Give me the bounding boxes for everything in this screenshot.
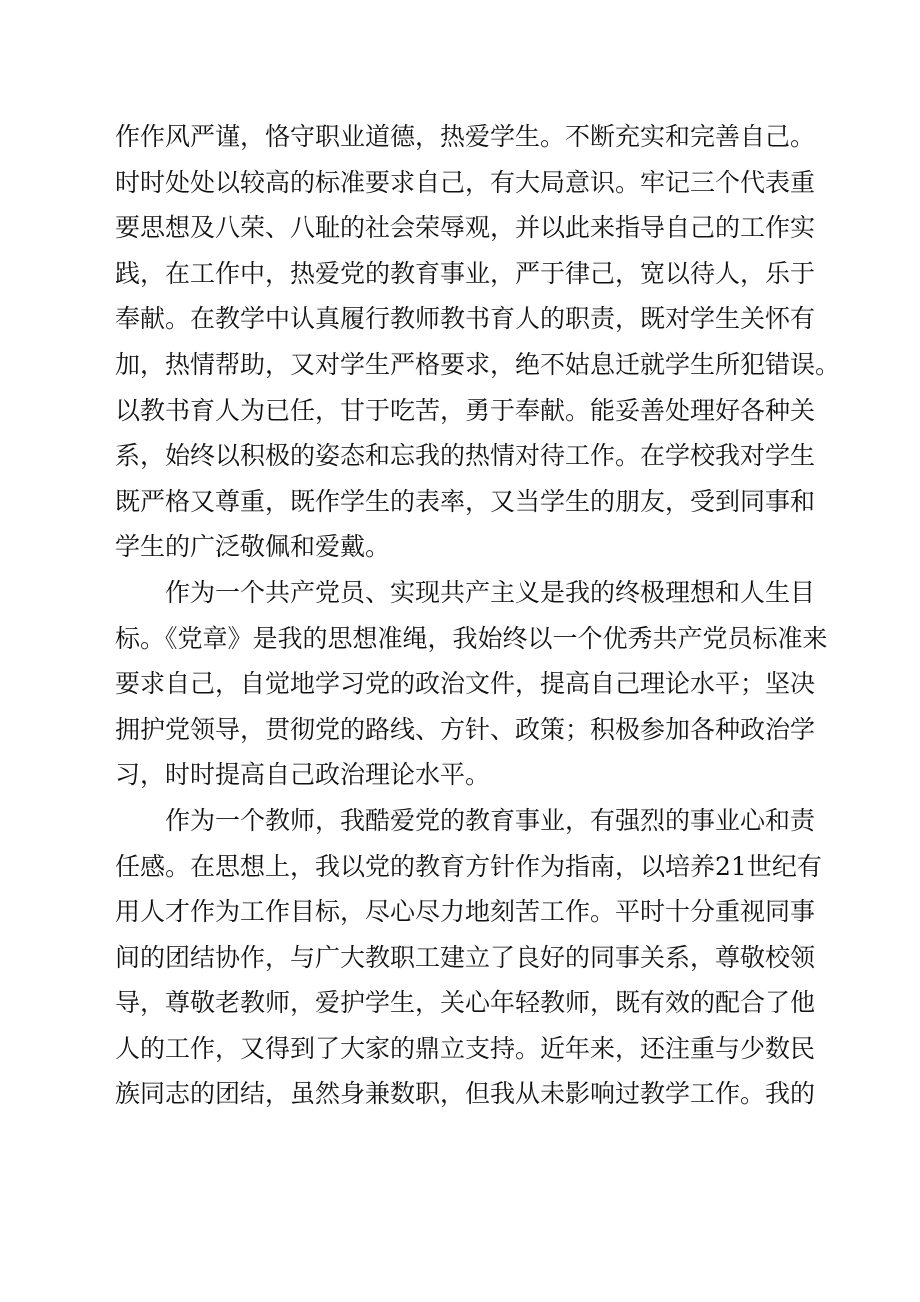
text-line: 系，始终以积极的姿态和忘我的热情对待工作。在学校我对学生 xyxy=(115,441,816,471)
text-line: 时时处处以较高的标准要求自己，有大局意识。牢记三个代表重 xyxy=(115,167,816,197)
text-line: 作作风严谨，恪守职业道德，热爱学生。不断充实和完善自己。 xyxy=(115,122,816,151)
text-line: 践，在工作中，热爱党的教育事业，严于律己，宽以待人，乐于 xyxy=(115,258,816,288)
text-line: 族同志的团结，虽然身兼数职，但我从未影响过教学工作。我的 xyxy=(115,1079,816,1109)
text-line: 拥护党领导，贯彻党的路线、方针、政策；积极参加各种政治学 xyxy=(115,714,816,744)
text-line: 作为一个教师，我酷爱党的教育事业，有强烈的事业心和责 xyxy=(165,805,816,835)
text-line: 学生的广泛敬佩和爱戴。 xyxy=(115,532,391,562)
text-line: 任感。在思想上，我以党的教育方针作为指南，以培养21世纪有 xyxy=(115,851,822,881)
text-line: 加，热情帮助，又对学生严格要求，绝不姑息迁就学生所犯错误。 xyxy=(115,349,841,379)
paragraph xyxy=(115,570,828,798)
text-line: 间的团结协作，与广大教职工建立了良好的同事关系，尊敬校领 xyxy=(115,942,816,972)
text-line: 要求自己，自觉地学习党的政治文件，提高自己理论水平；坚决 xyxy=(115,669,816,699)
paragraph xyxy=(115,798,822,1117)
text-line: 人的工作，又得到了大家的鼎立支持。近年来，还注重与少数民 xyxy=(115,1033,816,1063)
text-line: 用人才作为工作目标，尽心尽力地刻苦工作。平时十分重视同事 xyxy=(115,897,816,927)
document-body xyxy=(115,114,841,1117)
text-line: 作为一个共产党员、实现共产主义是我的终极理想和人生目 xyxy=(165,577,816,607)
text-line: 导，尊敬老教师，爱护学生，关心年轻教师，既有效的配合了他 xyxy=(115,988,816,1018)
text-line: 奉献。在教学中认真履行教师教书育人的职责，既对学生关怀有 xyxy=(115,304,816,334)
text-line: 以教书育人为已任，甘于吃苦，勇于奉献。能妥善处理好各种关 xyxy=(115,395,816,425)
text-line: 标。《党章》是我的思想准绳，我始终以一个优秀共产党员标准来 xyxy=(115,623,828,653)
text-line: 要思想及八荣、八耻的社会荣辱观，并以此来指导自己的工作实 xyxy=(115,213,816,243)
text-line: 习，时时提高自己政治理论水平。 xyxy=(115,760,491,790)
text-line: 既严格又尊重，既作学生的表率，又当学生的朋友，受到同事和 xyxy=(115,486,816,516)
paragraph xyxy=(115,114,841,570)
